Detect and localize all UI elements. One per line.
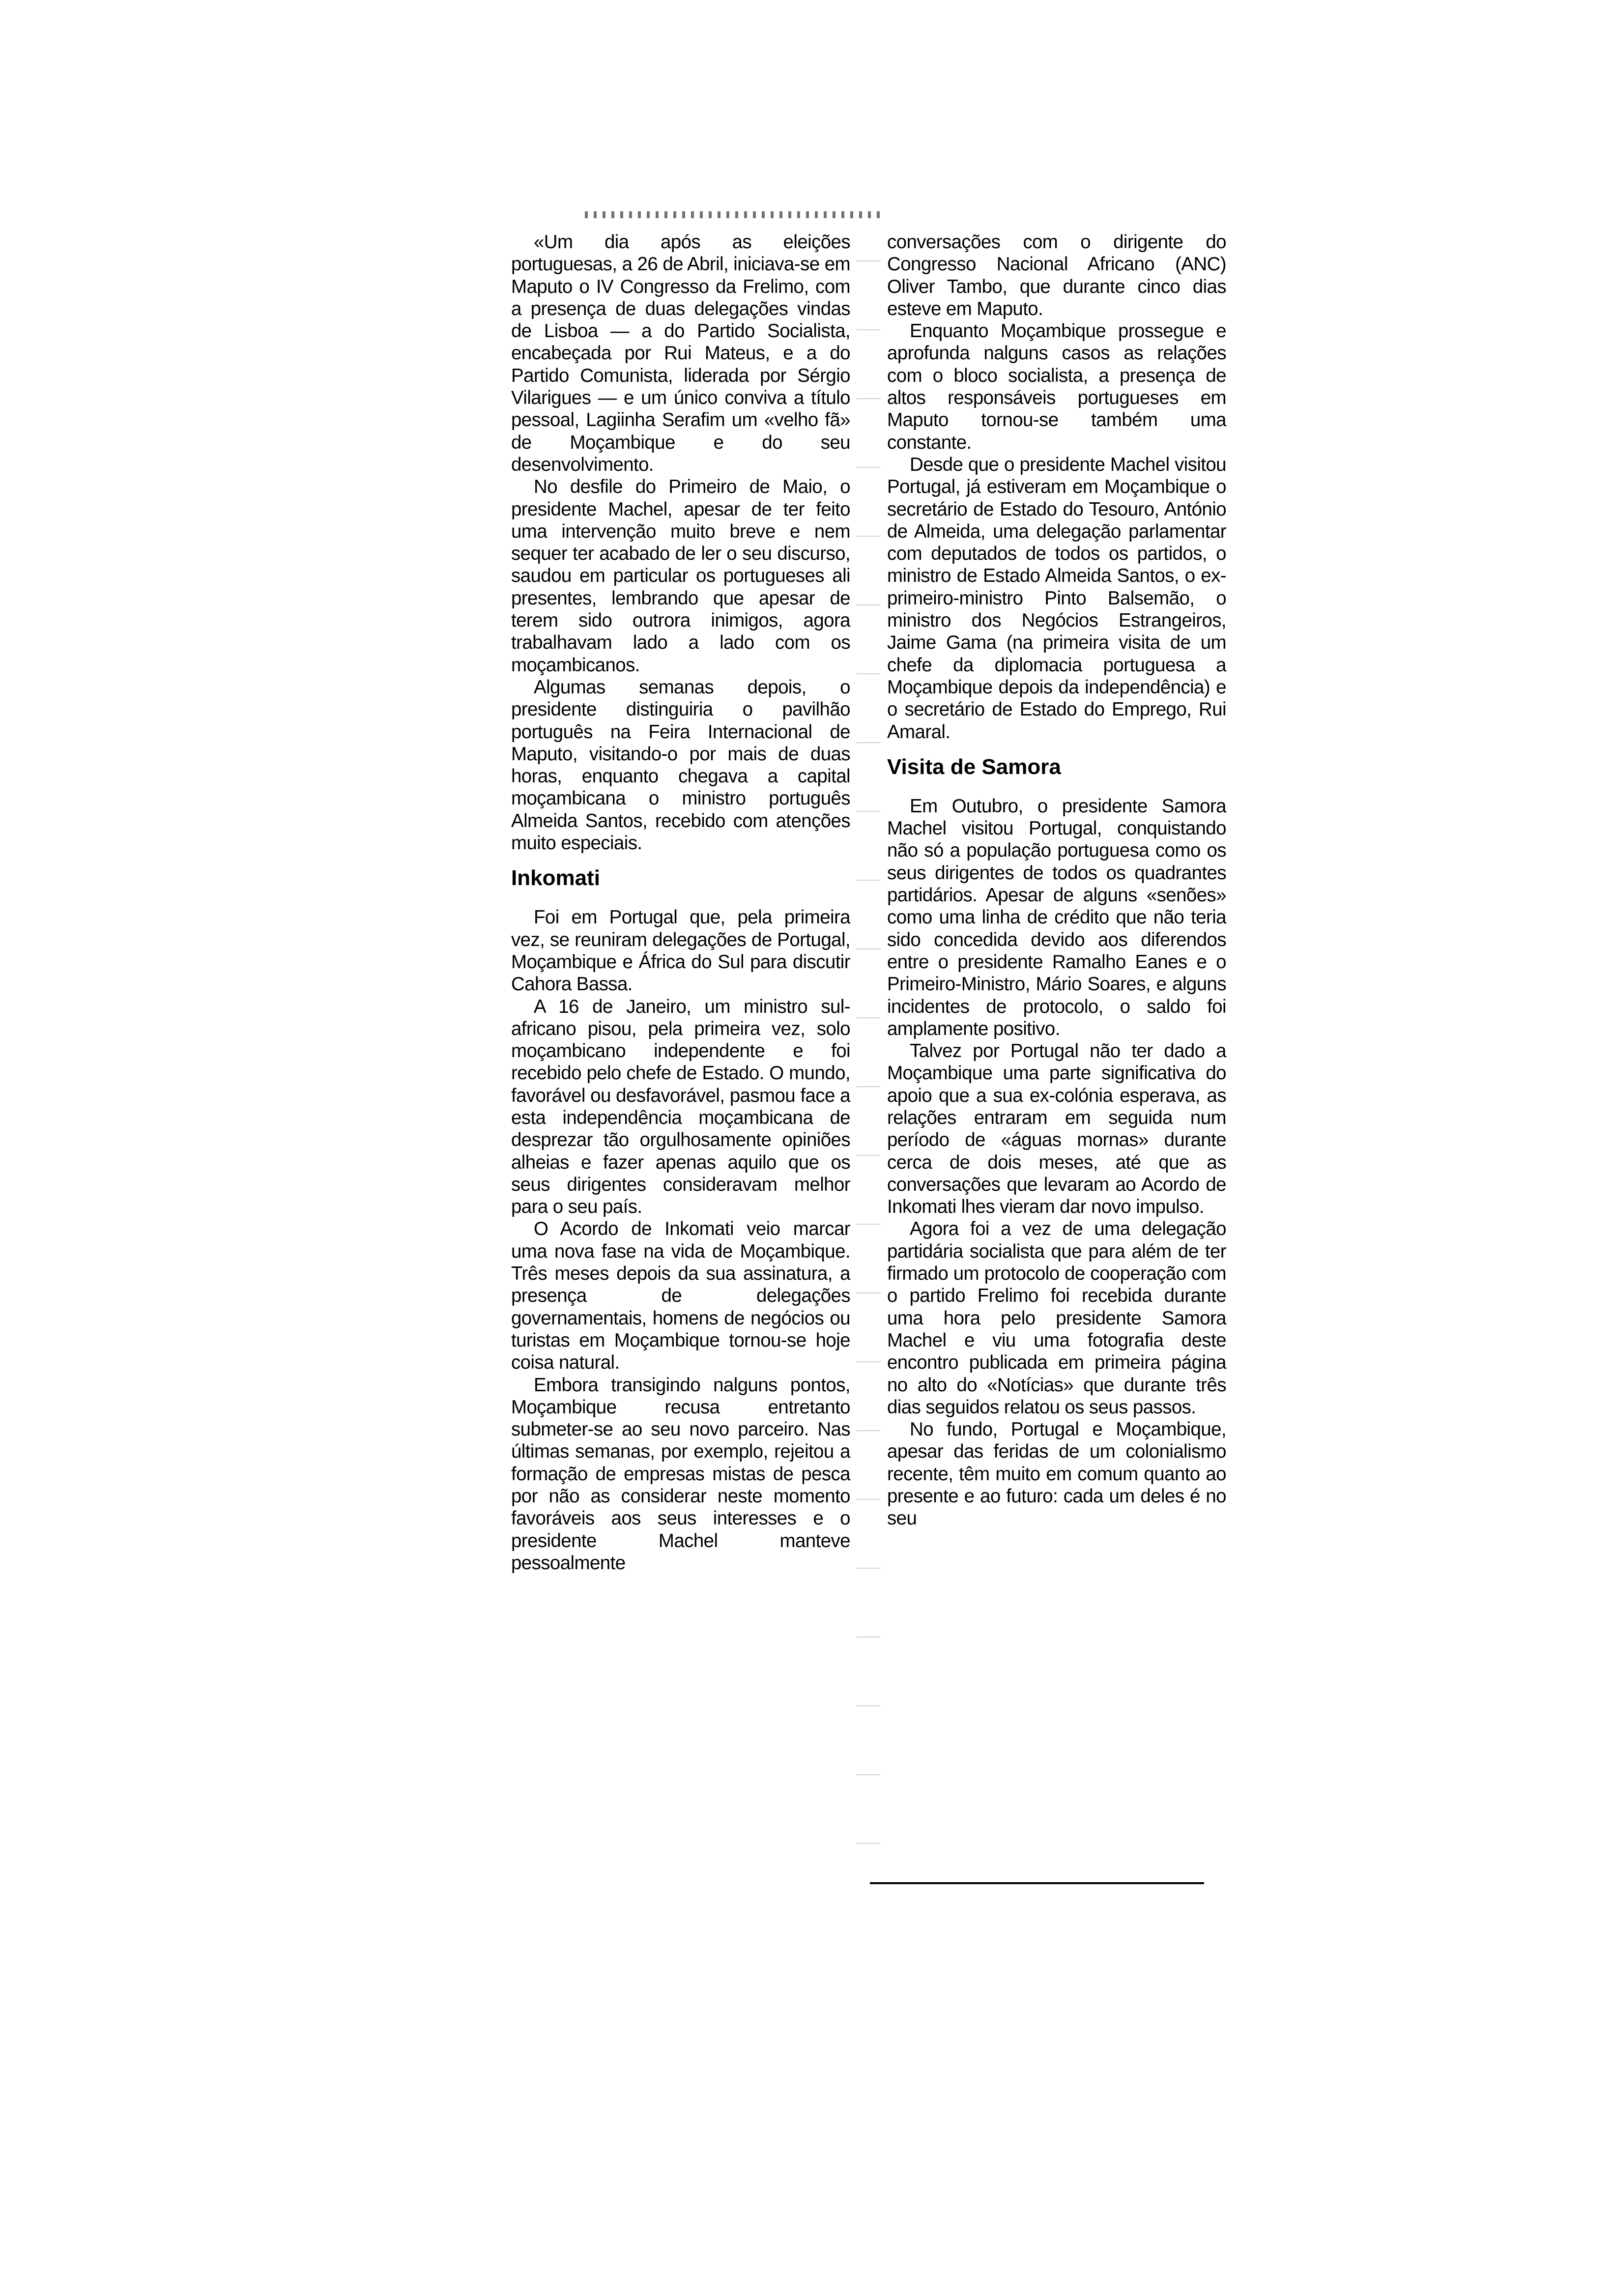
paragraph: Algumas semanas depois, o presidente distinguiria o pavilhão português na Feira Internacional de Maputo, visitando-o por mais de duas horas, enquanto chegava a capital moçambicana o ministro português Almeida Santos, recebido com atenções muito especiais.: [511, 676, 850, 854]
article-column-right: [887, 231, 1226, 1530]
paragraph: Talvez por Portugal não ter dado a Moçambique uma parte significativa do apoio que a sua ex-colónia esperava, as relações entraram em seguida num período de «águas mornas» durante cerca de dois meses, até que as conversações que levaram ao Acordo de Inkomati lhes vieram dar novo impulso.: [887, 1040, 1226, 1218]
paragraph: Desde que o presidente Machel visitou Portugal, já estiveram em Moçambique o secretário de Estado do Tesouro, António de Almeida, uma delegação parlamentar com deputados de todos os partidos, o ministro de Estado Almeida Santos, o ex-primeiro-ministro Pinto Balsemão, o ministro dos Negócios Estrangeiros, Jaime Gama (na primeira visita de um chefe da diplomacia portuguesa a Moçambique depois da independência) e o secretário de Estado do Emprego, Rui Amaral.: [887, 454, 1226, 743]
column-gutter: [856, 231, 881, 1892]
section-heading-visita-de-samora: Visita de Samora: [887, 754, 1061, 779]
paragraph: «Um dia após as eleições portuguesas, a 26 de Abril, iniciava-se em Maputo o IV Congresso da Frelimo, com a presença de duas delegações vindas de Lisboa — a do Partido Socialista, encabeçada por Rui Mateus, e a do Partido Comunista, liderada por Sérgio Vilarigues — e um único conviva a título pessoal, Lagiinha Serafim um «velho fã» de Moçambique e do seu desenvolvimento.: [511, 231, 850, 475]
paragraph: Agora foi a vez de uma delegação partidária socialista que para além de ter firmado um protocolo de cooperação com o partido Frelimo foi recebida durante uma hora pelo presidente Samora Machel e viu uma fotografia deste encontro publicada em primeira página no alto do «Notícias» que durante três dias seguidos relatou os seus passos.: [887, 1218, 1226, 1418]
paragraph: Embora transigindo nalguns pontos, Moçambique recusa entretanto submeter-se ao seu novo parceiro. Nas últimas semanas, por exemplo, rejeitou a formação de empresas mistas de pesca por não as considerar neste momento favoráveis aos seus interesses e o presidente Machel manteve pessoalmente: [511, 1374, 850, 1574]
paragraph: Foi em Portugal que, pela primeira vez, se reuniram delegações de Portugal, Moçambique e África do Sul para discutir Cahora Bassa.: [511, 907, 850, 995]
paragraph: A 16 de Janeiro, um ministro sul-africano pisou, pela primeira vez, solo moçambicano independente e foi recebido pelo chefe de Estado. O mundo, favorável ou desfavorável, pasmou face a esta independência moçambicana de desprezar tão orgulhosamente opiniões alheias e fazer apenas aquilo que os seus dirigentes consideravam melhor para o seu país.: [511, 996, 850, 1218]
paragraph: Enquanto Moçambique prossegue e aprofunda nalguns casos as relações com o bloco socialista, a presença de altos responsáveis portugueses em Maputo tornou-se também uma constante.: [887, 320, 1226, 453]
scan-noise-top: [585, 211, 880, 218]
paragraph: Em Outubro, o presidente Samora Machel visitou Portugal, conquistando não só a população portuguesa como os seus dirigentes de todos os quadrantes partidários. Apesar de alguns «senões» como uma linha de crédito que não teria sido concedida devido aos diferendos entre o presidente Ramalho Eanes e o Primeiro-Ministro, Mário Soares, e alguns incidentes de protocolo, o saldo foi amplamente positivo.: [887, 795, 1226, 1039]
article-column-left: [511, 231, 850, 1574]
newspaper-clipping: [511, 231, 1248, 1892]
paragraph: No fundo, Portugal e Moçambique, apesar das feridas de um colonialismo recente, têm muito em comum quanto ao presente e ao futuro: cada um deles é no seu: [887, 1419, 1226, 1529]
paragraph: conversações com o dirigente do Congresso Nacional Africano (ANC) Oliver Tambo, que durante cinco dias esteve em Maputo.: [887, 231, 1226, 319]
section-heading-inkomati: Inkomati: [511, 866, 600, 890]
bottom-rule: [870, 1882, 1204, 1884]
paragraph: No desfile do Primeiro de Maio, o presidente Machel, apesar de ter feito uma intervenção muito breve e nem sequer ter acabado de ler o seu discurso, saudou em particular os portugueses ali presentes, lembrando que apesar de terem sido outrora inimigos, agora trabalhavam lado a lado com os moçambicanos.: [511, 476, 850, 676]
paragraph: O Acordo de Inkomati veio marcar uma nova fase na vida de Moçambique. Três meses depois da sua assinatura, a presença de delegações governamentais, homens de negócios ou turistas em Moçambique tornou-se hoje coisa natural.: [511, 1218, 850, 1374]
